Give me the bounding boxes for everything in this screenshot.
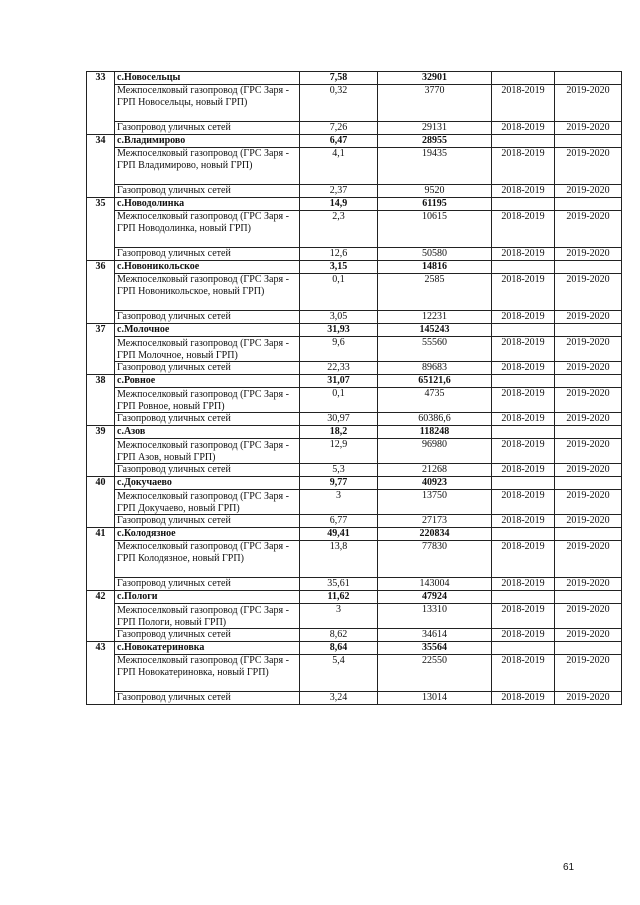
settlement-year-start [492,261,555,274]
pipeline-km: 9,6 [300,337,378,362]
street-network-name: Газопровод уличных сетей [115,515,300,528]
settlement-km: 11,62 [300,591,378,604]
pipeline-cost: 13750 [378,490,492,515]
street-km: 12,6 [300,248,378,261]
settlement-km: 31,07 [300,375,378,388]
street-network-name: Газопровод уличных сетей [115,629,300,642]
row-number: 42 [87,591,115,642]
pipeline-year-end: 2019-2020 [555,604,622,629]
street-year-end: 2019-2020 [555,311,622,324]
pipeline-year-end: 2019-2020 [555,655,622,692]
settlement-year-end [555,375,622,388]
street-cost: 12231 [378,311,492,324]
street-year-start: 2018-2019 [492,185,555,198]
street-year-end: 2019-2020 [555,692,622,705]
pipeline-name: Межпоселковый газопровод (ГРС Заря - ГРП Пологи, новый ГРП) [115,604,300,629]
pipeline-year-start: 2018-2019 [492,604,555,629]
settlement-year-start [492,324,555,337]
pipeline-row [87,274,622,311]
pipeline-year-start: 2018-2019 [492,85,555,122]
pipeline-km: 0,1 [300,274,378,311]
street-year-start: 2018-2019 [492,629,555,642]
pipeline-name: Межпоселковый газопровод (ГРС Заря - ГРП Докучаево, новый ГРП) [115,490,300,515]
settlement-name: с.Азов [115,426,300,439]
street-year-end: 2019-2020 [555,362,622,375]
street-network-name: Газопровод уличных сетей [115,248,300,261]
row-number: 33 [87,72,115,135]
street-network-name: Газопровод уличных сетей [115,362,300,375]
settlement-row [87,528,622,541]
street-network-name: Газопровод уличных сетей [115,122,300,135]
page-number: 61 [563,862,575,873]
settlement-year-start [492,198,555,211]
pipeline-row [87,211,622,248]
pipeline-km: 3 [300,490,378,515]
pipeline-year-start: 2018-2019 [492,490,555,515]
settlement-year-start [492,426,555,439]
street-cost: 9520 [378,185,492,198]
street-network-row [87,413,622,426]
pipeline-row [87,439,622,464]
street-year-end: 2019-2020 [555,122,622,135]
street-year-end: 2019-2020 [555,185,622,198]
settlement-name: с.Молочное [115,324,300,337]
settlement-year-end [555,135,622,148]
street-cost: 34614 [378,629,492,642]
settlement-cost: 47924 [378,591,492,604]
street-network-row [87,185,622,198]
street-km: 22,33 [300,362,378,375]
pipeline-year-start: 2018-2019 [492,148,555,185]
settlement-year-end [555,642,622,655]
street-year-start: 2018-2019 [492,515,555,528]
street-year-start: 2018-2019 [492,122,555,135]
settlement-row [87,198,622,211]
street-year-end: 2019-2020 [555,629,622,642]
settlement-km: 49,41 [300,528,378,541]
settlement-row [87,477,622,490]
pipeline-cost: 55560 [378,337,492,362]
settlement-cost: 28955 [378,135,492,148]
pipeline-km: 5,4 [300,655,378,692]
document-page [86,71,610,705]
street-km: 35,61 [300,578,378,591]
street-year-start: 2018-2019 [492,362,555,375]
street-network-row [87,578,622,591]
row-number: 37 [87,324,115,375]
settlement-km: 14,9 [300,198,378,211]
pipeline-cost: 3770 [378,85,492,122]
pipeline-name: Межпоселковый газопровод (ГРС Заря - ГРП Ровное, новый ГРП) [115,388,300,413]
street-cost: 13014 [378,692,492,705]
street-km: 30,97 [300,413,378,426]
settlement-row [87,72,622,85]
street-km: 8,62 [300,629,378,642]
row-number: 36 [87,261,115,324]
gas-pipeline-table [86,71,622,705]
street-year-start: 2018-2019 [492,248,555,261]
settlement-row [87,426,622,439]
pipeline-cost: 2585 [378,274,492,311]
street-year-end: 2019-2020 [555,248,622,261]
pipeline-year-start: 2018-2019 [492,274,555,311]
settlement-year-start [492,477,555,490]
settlement-km: 8,64 [300,642,378,655]
pipeline-year-end: 2019-2020 [555,274,622,311]
street-year-start: 2018-2019 [492,464,555,477]
settlement-year-start [492,591,555,604]
settlement-cost: 118248 [378,426,492,439]
street-network-name: Газопровод уличных сетей [115,464,300,477]
settlement-year-start [492,72,555,85]
pipeline-year-end: 2019-2020 [555,148,622,185]
pipeline-name: Межпоселковый газопровод (ГРС Заря - ГРП Молочное, новый ГРП) [115,337,300,362]
pipeline-row [87,655,622,692]
settlement-cost: 32901 [378,72,492,85]
street-network-name: Газопровод уличных сетей [115,578,300,591]
street-cost: 21268 [378,464,492,477]
settlement-cost: 65121,6 [378,375,492,388]
settlement-cost: 220834 [378,528,492,541]
pipeline-km: 12,9 [300,439,378,464]
street-km: 7,26 [300,122,378,135]
pipeline-name: Межпоселковый газопровод (ГРС Заря - ГРП Новокатериновка, новый ГРП) [115,655,300,692]
street-km: 3,24 [300,692,378,705]
street-network-row [87,362,622,375]
pipeline-year-end: 2019-2020 [555,337,622,362]
pipeline-name: Межпоселковый газопровод (ГРС Заря - ГРП Новодолинка, новый ГРП) [115,211,300,248]
pipeline-year-start: 2018-2019 [492,211,555,248]
street-km: 2,37 [300,185,378,198]
street-network-row [87,515,622,528]
settlement-cost: 61195 [378,198,492,211]
row-number: 34 [87,135,115,198]
settlement-row [87,642,622,655]
pipeline-km: 3 [300,604,378,629]
pipeline-year-start: 2018-2019 [492,655,555,692]
settlement-km: 3,15 [300,261,378,274]
settlement-name: с.Пологи [115,591,300,604]
row-number: 39 [87,426,115,477]
settlement-km: 31,93 [300,324,378,337]
street-network-row [87,311,622,324]
pipeline-row [87,604,622,629]
settlement-row [87,261,622,274]
pipeline-row [87,541,622,578]
settlement-km: 6,47 [300,135,378,148]
street-cost: 60386,6 [378,413,492,426]
settlement-cost: 14816 [378,261,492,274]
street-km: 3,05 [300,311,378,324]
pipeline-cost: 10615 [378,211,492,248]
street-year-start: 2018-2019 [492,692,555,705]
street-cost: 29131 [378,122,492,135]
settlement-cost: 145243 [378,324,492,337]
settlement-year-start [492,375,555,388]
settlement-row [87,324,622,337]
settlement-year-start [492,642,555,655]
street-cost: 89683 [378,362,492,375]
pipeline-year-start: 2018-2019 [492,388,555,413]
street-km: 5,3 [300,464,378,477]
street-year-start: 2018-2019 [492,311,555,324]
settlement-year-end [555,324,622,337]
settlement-year-end [555,591,622,604]
pipeline-year-end: 2019-2020 [555,85,622,122]
street-cost: 50580 [378,248,492,261]
street-year-start: 2018-2019 [492,578,555,591]
pipeline-year-end: 2019-2020 [555,388,622,413]
pipeline-year-start: 2018-2019 [492,541,555,578]
pipeline-cost: 22550 [378,655,492,692]
pipeline-cost: 13310 [378,604,492,629]
street-network-row [87,122,622,135]
settlement-year-end [555,72,622,85]
street-network-row [87,248,622,261]
pipeline-km: 0,32 [300,85,378,122]
settlement-row [87,135,622,148]
settlement-year-end [555,528,622,541]
pipeline-year-start: 2018-2019 [492,337,555,362]
pipeline-year-end: 2019-2020 [555,490,622,515]
settlement-km: 9,77 [300,477,378,490]
pipeline-km: 2,3 [300,211,378,248]
street-year-end: 2019-2020 [555,464,622,477]
street-cost: 27173 [378,515,492,528]
table-body [87,72,622,705]
settlement-year-end [555,426,622,439]
row-number: 41 [87,528,115,591]
street-network-row [87,692,622,705]
settlement-cost: 40923 [378,477,492,490]
street-year-end: 2019-2020 [555,578,622,591]
settlement-name: с.Колодязное [115,528,300,541]
pipeline-cost: 19435 [378,148,492,185]
pipeline-year-start: 2018-2019 [492,439,555,464]
pipeline-km: 13,8 [300,541,378,578]
street-cost: 143004 [378,578,492,591]
pipeline-name: Межпоселковый газопровод (ГРС Заря - ГРП Новосельцы, новый ГРП) [115,85,300,122]
street-year-start: 2018-2019 [492,413,555,426]
street-network-name: Газопровод уличных сетей [115,692,300,705]
pipeline-year-end: 2019-2020 [555,541,622,578]
settlement-name: с.Новосельцы [115,72,300,85]
settlement-name: с.Владимирово [115,135,300,148]
street-km: 6,77 [300,515,378,528]
pipeline-row [87,337,622,362]
pipeline-name: Межпоселковый газопровод (ГРС Заря - ГРП Владимирово, новый ГРП) [115,148,300,185]
settlement-name: с.Ровное [115,375,300,388]
pipeline-year-end: 2019-2020 [555,211,622,248]
pipeline-row [87,148,622,185]
pipeline-name: Межпоселковый газопровод (ГРС Заря - ГРП Новоникольское, новый ГРП) [115,274,300,311]
settlement-km: 7,58 [300,72,378,85]
row-number: 43 [87,642,115,705]
settlement-year-start [492,528,555,541]
street-network-row [87,464,622,477]
pipeline-year-end: 2019-2020 [555,439,622,464]
street-network-row [87,629,622,642]
pipeline-km: 0,1 [300,388,378,413]
settlement-row [87,375,622,388]
row-number: 40 [87,477,115,528]
settlement-year-end [555,261,622,274]
settlement-name: с.Новоникольское [115,261,300,274]
pipeline-name: Межпоселковый газопровод (ГРС Заря - ГРП Колодязное, новый ГРП) [115,541,300,578]
pipeline-km: 4,1 [300,148,378,185]
settlement-name: с.Докучаево [115,477,300,490]
street-year-end: 2019-2020 [555,515,622,528]
row-number: 35 [87,198,115,261]
pipeline-row [87,85,622,122]
pipeline-cost: 77830 [378,541,492,578]
settlement-km: 18,2 [300,426,378,439]
pipeline-row [87,388,622,413]
row-number: 38 [87,375,115,426]
settlement-row [87,591,622,604]
pipeline-name: Межпоселковый газопровод (ГРС Заря - ГРП Азов, новый ГРП) [115,439,300,464]
pipeline-cost: 96980 [378,439,492,464]
settlement-year-start [492,135,555,148]
pipeline-row [87,490,622,515]
settlement-name: с.Новокатериновка [115,642,300,655]
settlement-year-end [555,198,622,211]
street-year-end: 2019-2020 [555,413,622,426]
street-network-name: Газопровод уличных сетей [115,311,300,324]
street-network-name: Газопровод уличных сетей [115,185,300,198]
settlement-name: с.Новодолинка [115,198,300,211]
street-network-name: Газопровод уличных сетей [115,413,300,426]
settlement-year-end [555,477,622,490]
pipeline-cost: 4735 [378,388,492,413]
settlement-cost: 35564 [378,642,492,655]
